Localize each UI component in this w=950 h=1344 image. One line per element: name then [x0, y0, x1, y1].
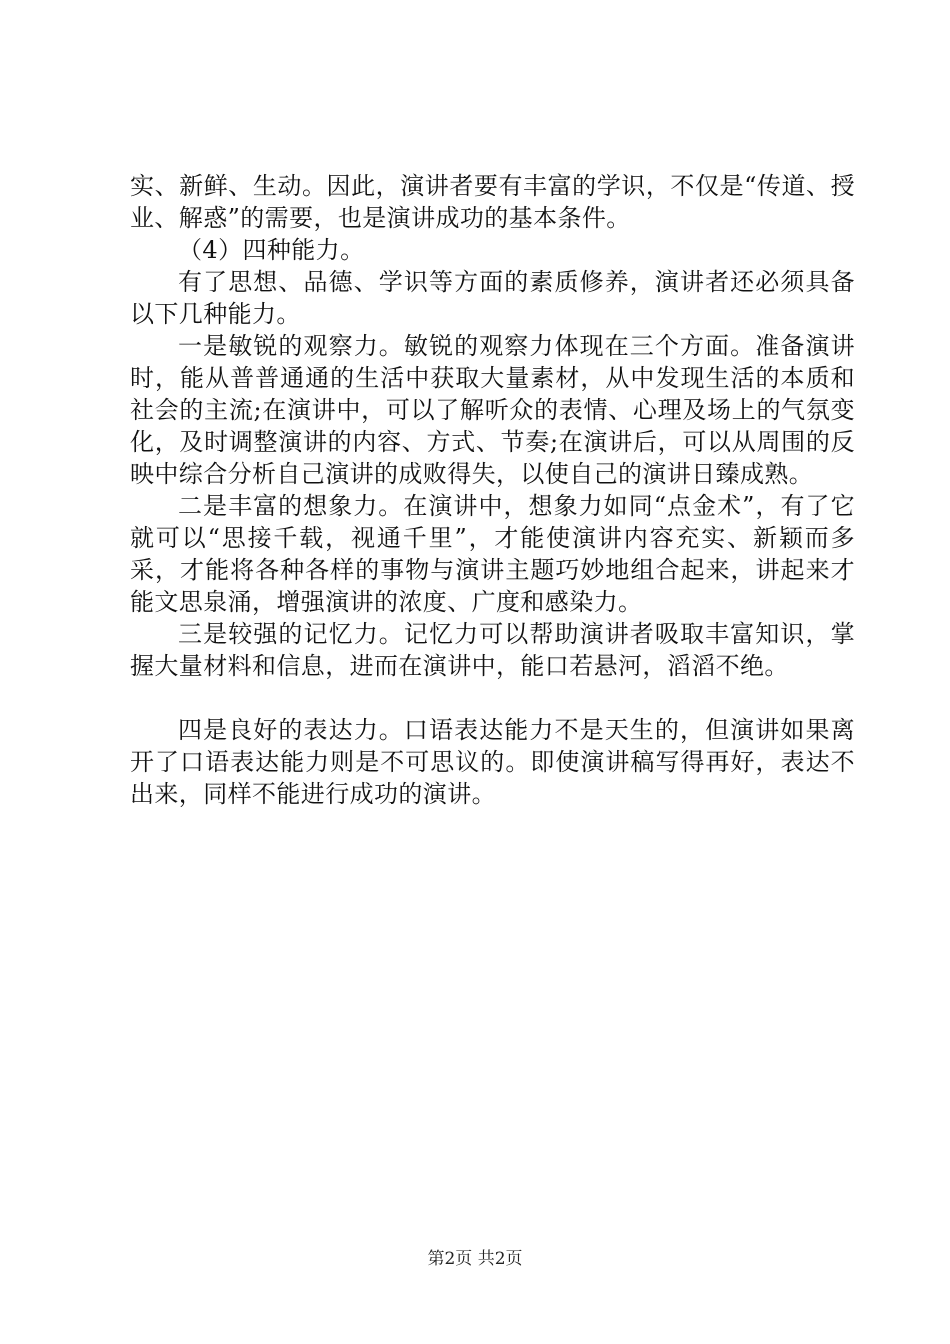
paragraph-expression: 四是良好的表达力。口语表达能力不是天生的，但演讲如果离开了口语表达能力则是不可思议的。即使演讲稿写得再好，表达不出来，同样不能进行成功的演讲。: [130, 716, 855, 808]
page-number-footer: 第2页 共2页: [427, 1249, 523, 1269]
document-body: [130, 170, 855, 810]
paragraph-imagination: 二是丰富的想象力。在演讲中，想象力如同“点金术”，有了它就可以“思接千载，视通千里”，才能使演讲内容充实、新颖而多采，才能将各种各样的事物与演讲主题巧妙地组合起来，讲起来才能文思泉涌，增强演讲的浓度、广度和感染力。: [130, 492, 855, 616]
section-heading: （4）四种能力。: [178, 236, 365, 264]
paragraph-observation: 一是敏锐的观察力。敏锐的观察力体现在三个方面。准备演讲时，能从普普通通的生活中获取大量素材，从中发现生活的本质和社会的主流;在演讲中，可以了解听众的表情、心理及场上的气氛变化，及时调整演讲的内容、方式、节奏;在演讲后，可以从周围的反映中综合分析自己演讲的成败得失，以使自己的演讲日臻成熟。: [130, 332, 855, 488]
paragraph-memory: 三是较强的记忆力。记忆力可以帮助演讲者吸取丰富知识，掌握大量材料和信息，进而在演讲中，能口若悬河，滔滔不绝。: [130, 620, 855, 680]
paragraph-intro: 有了思想、品德、学识等方面的素质修养，演讲者还必须具备以下几种能力。: [130, 268, 855, 328]
paragraph-continuation: 实、新鲜、生动。因此，演讲者要有丰富的学识，不仅是“传道、授业、解惑”的需要，也是演讲成功的基本条件。: [130, 172, 855, 232]
